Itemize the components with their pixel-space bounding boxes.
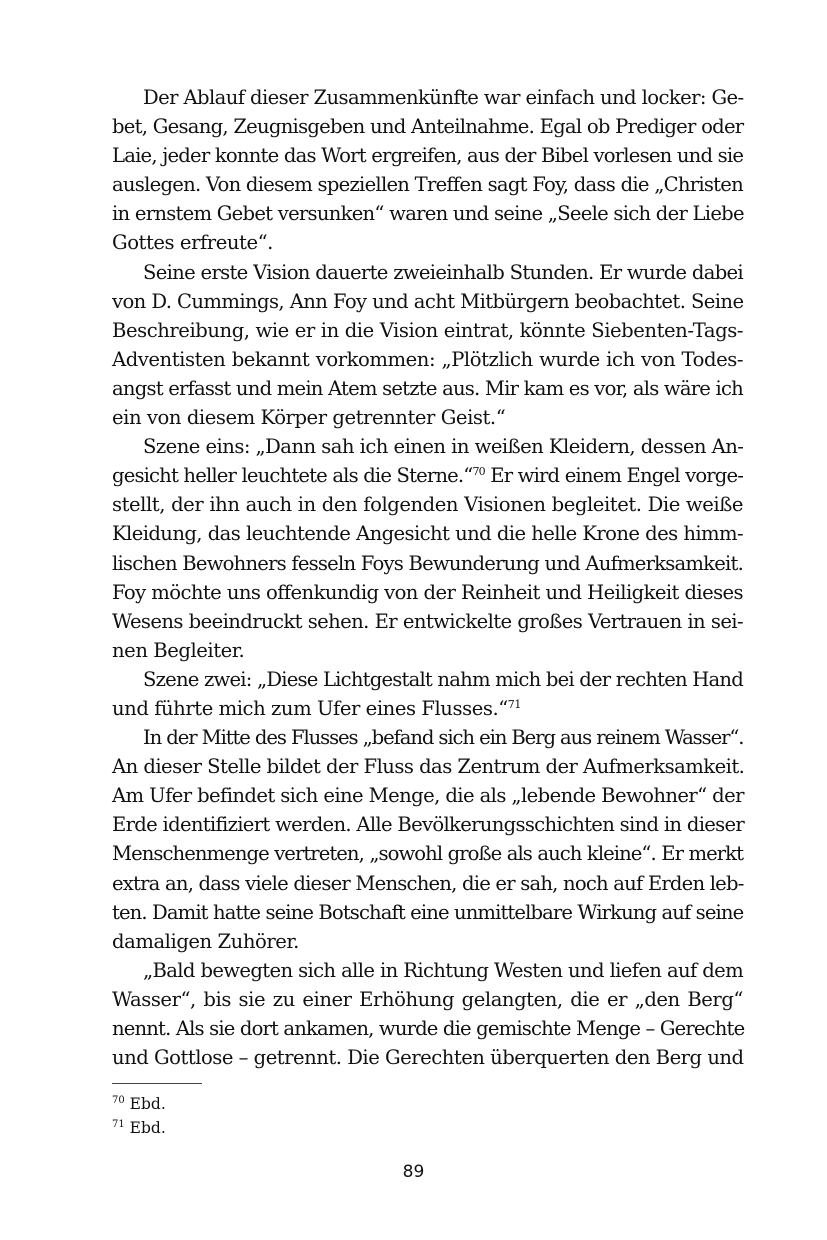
footnote-reference: 70: [472, 465, 485, 479]
text-line: [112, 403, 743, 432]
text-line: [112, 490, 743, 519]
text-line: [112, 141, 743, 170]
text-line-content: Szene eins: „Dann sah ich einen in weißen Kleidern, dessen An-: [143, 435, 744, 459]
text-line-content: in ernstem Gebet versunken“ waren und seine „Seele sich der Liebe: [112, 202, 744, 226]
footnote: [112, 1092, 166, 1116]
text-line: [112, 228, 743, 257]
text-line: [112, 898, 743, 927]
text-line: [112, 549, 743, 578]
text-line: [112, 83, 743, 112]
text-line: [112, 432, 743, 461]
text-line: [112, 258, 743, 287]
text-line-content: angst erfasst und mein Atem setzte aus. Mir kam es vor, als wäre ich: [112, 376, 743, 400]
text-line: [112, 839, 743, 868]
text-line: [112, 985, 743, 1014]
text-line: [112, 316, 743, 345]
text-line-content: von D. Cummings, Ann Foy und acht Mitbürgern beobachtet. Seine: [112, 289, 744, 313]
text-line-content: damaligen Zuhörer.: [112, 929, 299, 953]
text-line-content: „Bald bewegten sich alle in Richtung Westen und liefen auf dem: [143, 958, 743, 982]
text-line: [112, 810, 743, 839]
text-line-content: Gottes erfreute“.: [112, 231, 273, 255]
text-line-content: und führte mich zum Ufer eines Flusses.“: [112, 696, 508, 720]
footnote-number: 70: [112, 1095, 125, 1106]
text-line: [112, 636, 743, 665]
text-line-content: Beschreibung, wie er in die Vision eintrat, könnte Siebenten-Tags-: [112, 318, 743, 342]
footnote-reference: 71: [507, 697, 521, 711]
text-line-content: Wesens beeindruckt sehen. Er entwickelte großes Vertrauen in sei-: [112, 609, 743, 633]
text-line-content: gesicht heller leuchtete als die Sterne.“: [112, 464, 473, 488]
text-line: [112, 112, 743, 141]
text-line: [112, 752, 743, 781]
text-line-content: Erde identifiziert werden. Alle Bevölkerungsschichten sind in dieser: [112, 813, 745, 837]
text-line-content: und Gottlose – getrennt. Die Gerechten überquerten den Berg und: [112, 1046, 744, 1070]
footnote: [112, 1116, 166, 1140]
text-line: [112, 578, 743, 607]
text-line: [112, 694, 743, 723]
text-line-content: Foy möchte uns offenkundig von der Reinheit und Heiligkeit dieses: [112, 580, 743, 604]
text-line-content: nen Begleiter.: [112, 638, 245, 662]
footnote-text: Ebd.: [124, 1119, 166, 1137]
text-line: [112, 374, 743, 403]
text-line: [112, 199, 743, 228]
text-line: [112, 723, 743, 752]
text-line: [112, 345, 743, 374]
text-line-content: auslegen. Von diesem speziellen Treffen sagt Foy, dass die „Christen: [112, 173, 743, 197]
text-line: [112, 927, 743, 956]
text-line-content: Seine erste Vision dauerte zweieinhalb Stunden. Er wurde dabei: [143, 260, 743, 284]
text-line: [112, 665, 743, 694]
body-text: [112, 83, 743, 1072]
text-line-content: Menschenmenge vertreten, „sowohl große als auch kleine“. Er merkt: [112, 842, 743, 866]
text-line-content: In der Mitte des Flusses „befand sich ein Berg aus reinem Wasser“.: [143, 726, 744, 750]
text-line-content: An dieser Stelle bildet der Fluss das Zentrum der Aufmerksamkeit.: [112, 755, 745, 779]
text-line: [112, 287, 743, 316]
footnotes: [112, 1092, 166, 1140]
text-line-content: ein von diesem Körper getrennter Geist.“: [112, 406, 506, 430]
footnote-text: Ebd.: [124, 1095, 166, 1113]
footnote-number: 71: [112, 1119, 125, 1130]
text-line: [112, 1014, 743, 1043]
text-line-content: Wasser“, bis sie zu einer Erhöhung gelangten, die er „den Berg“: [112, 987, 743, 1011]
text-line: [112, 519, 743, 548]
text-line-content: Adventisten bekannt vorkommen: „Plötzlich wurde ich von Todes-: [112, 347, 743, 371]
text-line: [112, 956, 743, 985]
text-line-content: lischen Bewohners fesseln Foys Bewunderung und Aufmerksamkeit.: [112, 551, 743, 575]
text-line-content: bet, Gesang, Zeugnisgeben und Anteilnahme. Egal ob Prediger oder: [112, 115, 744, 139]
text-line: [112, 607, 743, 636]
text-line: [112, 869, 743, 898]
text-line-content: nennt. Als sie dort ankamen, wurde die gemischte Menge – Gerechte: [112, 1017, 745, 1040]
text-line-content: Am Ufer befindet sich eine Menge, die als „lebende Bewohner“ der: [112, 784, 744, 808]
text-line-content: ten. Damit hatte seine Botschaft eine unmittelbare Wirkung auf seine: [112, 900, 744, 924]
page-number: 89: [402, 1162, 425, 1182]
text-line: [112, 461, 743, 490]
text-line-content: Kleidung, das leuchtende Angesicht und die helle Krone des himm-: [112, 522, 743, 546]
text-line: [112, 170, 743, 199]
text-line-continuation: Er wird einem Engel vorge-: [484, 464, 743, 488]
text-line-content: Laie, jeder konnte das Wort ergreifen, aus der Bibel vorlesen und sie: [112, 144, 744, 168]
footnote-separator: [112, 1083, 202, 1084]
text-line: [112, 781, 743, 810]
text-line-content: Der Ablauf dieser Zusammenkünfte war einfach und locker: Ge-: [143, 86, 744, 109]
text-line-content: Szene zwei: „Diese Lichtgestalt nahm mich bei der rechten Hand: [143, 667, 743, 691]
text-line: [112, 1043, 743, 1072]
text-line-content: stellt, der ihn auch in den folgenden Visionen begleitet. Die weiße: [112, 493, 743, 517]
text-line-content: extra an, dass viele dieser Menschen, die er sah, noch auf Erden leb-: [112, 871, 744, 895]
